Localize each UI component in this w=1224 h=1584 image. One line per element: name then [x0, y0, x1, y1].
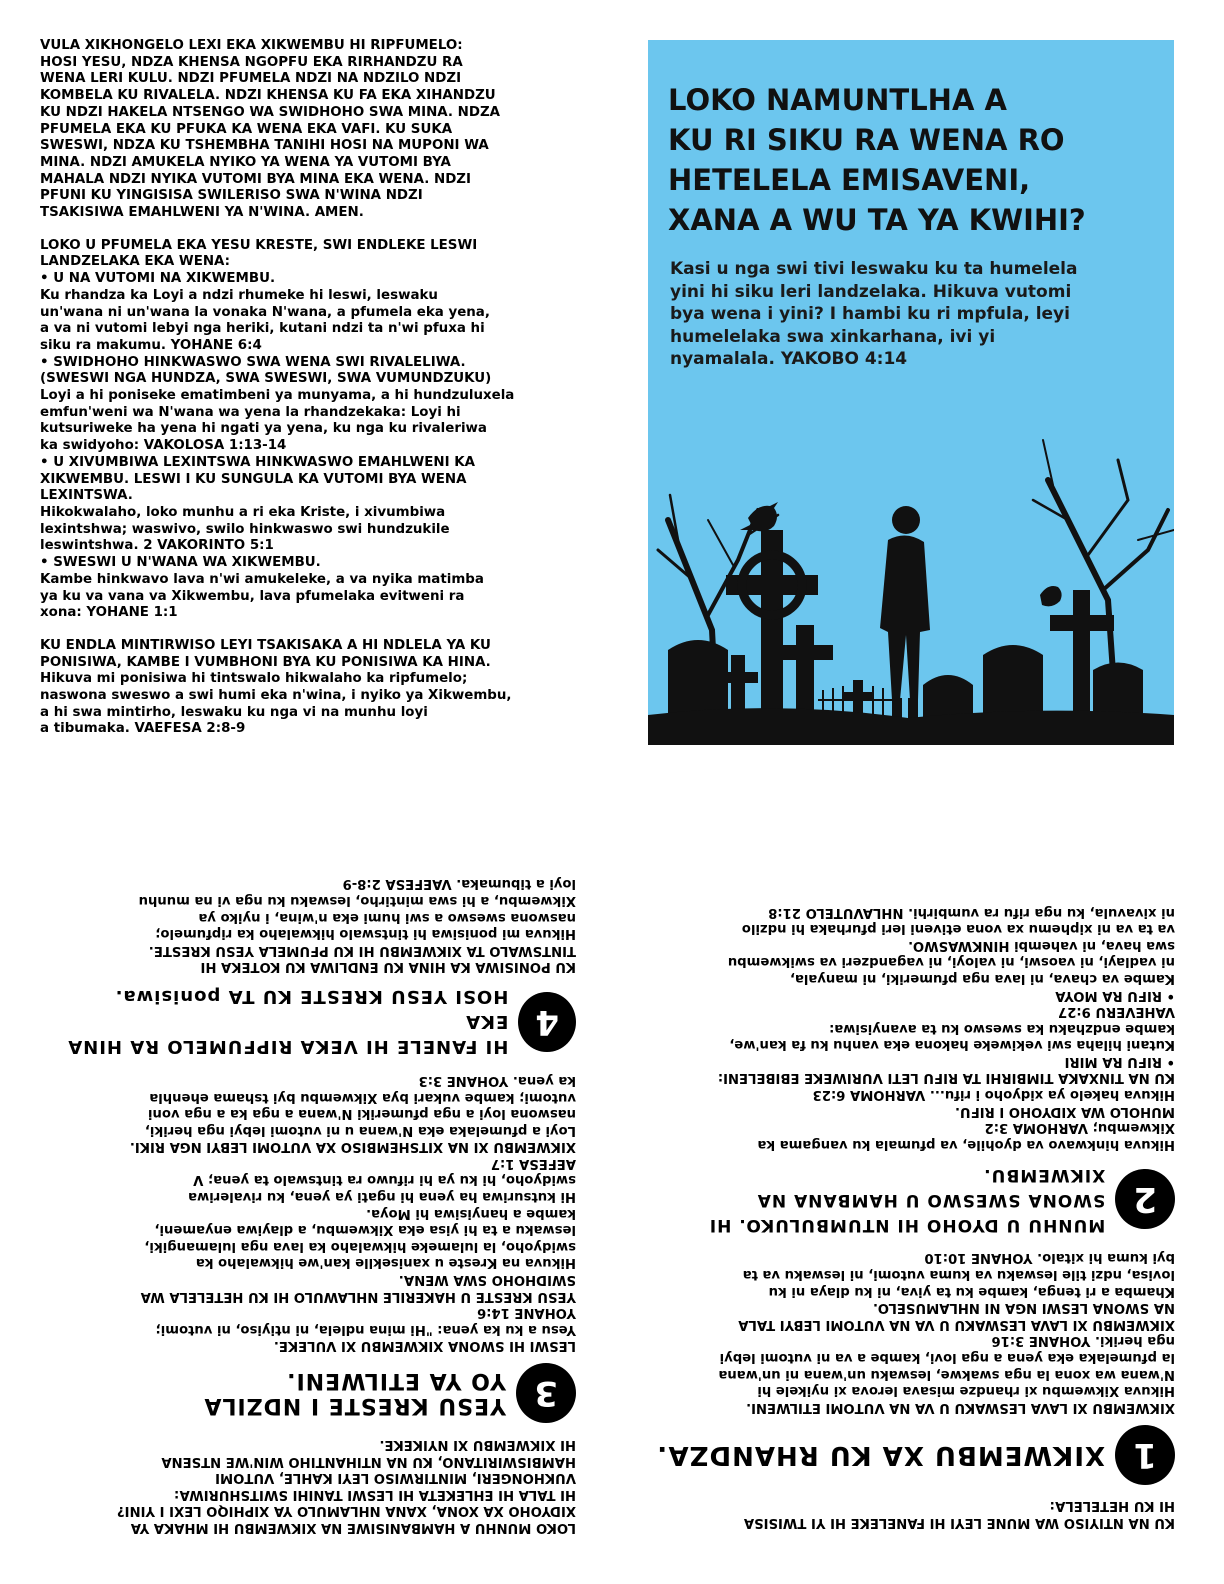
body-line: Hikuva Xikwembu xi rhandze misava lerova xi nyikele hi	[757, 1383, 1175, 1399]
body-line: Hikuva hinkwavo va dyohile, va pfumala ku vangama ka	[757, 1136, 1175, 1152]
body-line: kambe a hanyisiwa hi Moya.	[366, 1205, 576, 1221]
believe-line: lexintshwa; waswivo, swilo hinkwaswo swi hundzukile	[40, 521, 450, 537]
body-line: vutomi; kambe vukari bya Xikwembu byi tshama ehenhla	[149, 1089, 576, 1105]
body-line: Hikuva na Kreste u xaniseklle kan'we hikwalaho ka	[195, 1255, 576, 1271]
body-line: loyi a tibumaka. VAEFESA 2:8-9	[342, 876, 576, 892]
body-line: byi kuma hi xitalo. YOHANE 10:10	[924, 1250, 1175, 1266]
prayer-line: PFUMELA EKA KU PFUKA KA WENA EKA VAFI. KU SUKA	[40, 121, 453, 137]
body-line: lovisa, ndzi tile leswaku va kuma vutomi, ni leswaku va ta	[742, 1267, 1175, 1283]
believe-line: LANDZELAKA EKA WENA:	[40, 254, 231, 270]
body-line: ni xivavula, ku nga rifu ra vumbirhi. NHLAVUTELO 21:8	[768, 904, 1175, 920]
believe-line: LEXINTSWA.	[40, 488, 133, 504]
believe-line: xona: YOHANE 1:1	[40, 605, 178, 621]
body-line: Khamba a ri tenga, kambe ku ta yiva, ni ku dlaya ni ku	[768, 1283, 1175, 1299]
body-line: • RIFU RA MOYA	[1055, 987, 1175, 1003]
body-line: Yesu a ku ka yena: "Hi mina ndlela, ni ntiyiso, ni vutomi;	[155, 1321, 576, 1337]
body-line: N'wana wa xona la nga swakwe, leswaku un'wana ni un'wana	[718, 1366, 1175, 1382]
body-line: leswaku a ta hi yisa eka Xikwembu, a dlayiwa enyameni,	[154, 1222, 576, 1238]
section-4-body	[36, 875, 576, 975]
body-line: XIKWEMBU XI NA XITSHEMBISO XA VUTOMI LEBYI NGA RIKI.	[129, 1139, 576, 1155]
cover-body-line: Kasi u nga swi tivi leswaku ku ta humelela	[670, 259, 1078, 279]
prayer-block	[40, 38, 615, 222]
believe-line: siku ra makumu. YOHANE 6:4	[40, 337, 262, 353]
bottom-left-panel	[36, 820, 576, 1535]
body-line: XIKWEMBU XI LAVA LESWAKU U VA NA VUTOMI ETILWENI.	[746, 1399, 1175, 1415]
believe-line: Hikokwalaho, loko munhu a ri eka Kriste, i xivumbiwa	[40, 504, 446, 520]
grace-line: PONISIWA, KAMBE I VUMBHONI BYA KU PONISIWA KA HINA.	[40, 654, 491, 670]
grace-line: Hikuva mi ponisiwa hi tintswalo hikwalaho ka ripfumelo;	[40, 671, 468, 687]
prayer-line: HOSI YESU, NDZA KHENSA NGOPFU EKA RIRHANDZU RA	[40, 54, 463, 70]
body-line: Kutani hilaha swi vekiweke hakona eka vanhu ku fa kan'we,	[729, 1037, 1175, 1053]
body-line: ka yena. YOHANE 3:3	[418, 1072, 576, 1088]
section-2-title	[630, 1162, 1105, 1237]
section-2-heading	[630, 1162, 1175, 1237]
cover-title-line: HETELELA EMISAVENI,	[668, 163, 1031, 197]
section-1-body	[630, 1249, 1175, 1415]
intro-line: VUKHONGERI, MINTIRWISO LEYI KAHLE, VUTOMI	[215, 1470, 576, 1486]
body-line: naswona sweswo a swi humi eka n'wina, i nyiko ya	[198, 909, 576, 925]
believe-line: ya ku va vana va Xikwembu, lava pfumelaka evitweni ra	[40, 588, 465, 604]
prayer-line: VULA XIKHONGELO LEXI EKA XIKWEMBU HI RIPFUMELO:	[40, 38, 463, 53]
section-4-heading	[36, 984, 576, 1059]
prayer-line: MAHALA NDZI NYIKA VUTOMI BYA MINA EKA WENA. NDZI	[40, 171, 472, 187]
body-line: swidyoho, hi ku ya hi rifuwo ra tintswalo ta yena; V	[193, 1172, 576, 1188]
intro-block	[36, 1435, 576, 1535]
believe-line: • U NA VUTOMI NA XIKWEMBU.	[40, 271, 276, 287]
prayer-line: SWESWI, NDZA KU TSHEMBHA TANIHI HOSI NA MUPONI WA	[40, 138, 489, 154]
section-1-title: XIKWEMBU XA KU RHANDZA.	[656, 1440, 1105, 1471]
believe-line: ka swidyoho: VAKOLOSA 1:13-14	[40, 438, 287, 454]
bottom-right-panel	[630, 840, 1175, 1530]
body-line: Hikuva mi ponisiwa hi tintswalo hikwalaho ka ripfumelo;	[155, 926, 576, 942]
body-line: KU PONISIWA KA HINA KU ENDLIWA KU KOTEKA HI	[200, 959, 576, 975]
believe-line: leswintshwa. 2 VAKORINTO 5:1	[40, 538, 274, 554]
body-line: • RIFU RA MIRI	[1064, 1053, 1175, 1069]
believe-line: (SWESWI NGA HUNDZA, SWA SWESWI, SWA VUMUNDZUKU)	[40, 371, 492, 387]
heading-line: SWONA SWESWO U HAMBANA NA XIKWEMBU.	[756, 1164, 1106, 1210]
body-line: Xikwembu; VARHOMA 3:2	[984, 1120, 1175, 1136]
prayer-line: KOMBELA KU RIVALELA. NDZI KHENSA KU FA EKA XIHANDZU	[40, 88, 496, 104]
body-line: ni vadlayi, ni vaoswi, ni valoyi, ni vagandzeri va swikwembu	[727, 954, 1175, 970]
body-line: Loyi a pfumelaka eka N'wana u ni vutomi lebyi nga heriki,	[144, 1122, 576, 1138]
body-line: YOHANE 14:6	[477, 1305, 576, 1321]
heading-line: YO YA ETILWENI.	[286, 1368, 506, 1394]
section-number-badge: 4	[518, 992, 576, 1052]
cover-body-line: nyamalala. YAKOBO 4:14	[670, 349, 908, 370]
believe-line: LOKO U PFUMELA EKA YESU KRESTE, SWI ENDLEKE LESWI	[40, 237, 478, 253]
intro-line: HAMBISWIRITANO, KU NA NTIHANTIHO WIN'WE NTSENA	[161, 1453, 576, 1469]
body-line: Hi kutsuriwa ha yena hi ngati ya yena, ku rivaleriwa	[188, 1189, 576, 1205]
body-line: MUHOLO WA XIDYOHO I RIFU.	[954, 1103, 1175, 1119]
body-line: swa hava, ni vahembi HINKWASWO.	[908, 937, 1175, 953]
cover-title-line: XANA A WU TA YA KWIHI?	[668, 203, 1086, 237]
believe-line: • SWESWI U N'WANA WA XIKWEMBU.	[40, 555, 321, 571]
believe-block	[40, 238, 615, 622]
intro-line: HI TALA HI EHLEKETA HI LESWI TANIHI SWITSHURIWA:	[174, 1486, 576, 1502]
section-3-heading	[36, 1363, 576, 1423]
section-number-badge: 2	[1115, 1169, 1175, 1229]
body-line: LESWI HI SWONA XIKWEMBU XI VULEKE.	[273, 1338, 576, 1354]
intro-line: KU NA NTIYISO WA MUNE LEYI HI FANELEKE HI YI TWISISA	[743, 1515, 1175, 1530]
body-line: Kambe va chava, ni lava nga pfumeriki, ni manyala,	[789, 970, 1175, 986]
section-3-title	[203, 1368, 506, 1418]
cover-body-line: humelelaka swa xinkarhana, ivi yi	[670, 326, 996, 347]
body-line: Xikwembu, a hi swa mintirho, leswaku ku nga vi na munhu	[138, 892, 576, 908]
heading-line: YESU KRESTE I NDZILA	[203, 1393, 506, 1419]
cover-panel	[648, 40, 1174, 745]
grace-line: a tibumaka. VAEFESA 2:8-9	[40, 721, 246, 737]
intro-line: HI XIKWEMBU XI NYIKEKE.	[379, 1437, 576, 1453]
section-number-badge: 3	[516, 1363, 576, 1423]
body-line: YESU KRESTE U HAKERILE NHLAWULO HI KU HETELELA WA	[140, 1288, 576, 1304]
believe-line: XIKWEMBU. LESWI I KU SUNGULA KA VUTOMI BYA WENA	[40, 471, 467, 487]
believe-line: Kambe hinkwavo lava n'wi amukeleke, a va nyika matimba	[40, 571, 484, 587]
body-line: naswona loyi a nga pfumeriki N'wana a nga ka a nga voni	[148, 1106, 576, 1122]
body-line: NA SWONA LESWI NGA NI NHLAMUSELO.	[873, 1300, 1175, 1316]
body-line: kambe endzhaku ka sweswo ku ta avanyisiwa:	[829, 1020, 1175, 1036]
believe-line: kutsuriweke ha yena hi ngati ya yena, ku nga ku rivaleriwa	[40, 421, 487, 437]
cover-title	[668, 80, 1163, 240]
body-line: VAHEVERU 9:27	[1057, 1004, 1175, 1020]
prayer-line: WENA LERI KULU. NDZI PFUMELA NDZI NA NDZILO NDZI	[40, 71, 462, 87]
believe-line: un'wana ni un'wana la vonaka N'wana, a pfumela eka yena,	[40, 304, 490, 320]
believe-line: Ku rhandza ka Loyi a ndzi rhumeke hi leswi, leswaku	[40, 287, 438, 303]
grace-line: a hi swa mintirho, leswaku ku nga vi na munhu loyi	[40, 704, 428, 720]
body-line: KU NA TINXAKA TIMBIRHI TA RIFU LETI VURIWEKE EBIBELENI:	[717, 1070, 1175, 1086]
believe-line: • SWIDHOHO HINKWASWO SWA WENA SWI RIVALELIWA.	[40, 354, 466, 370]
prayer-line: TSAKISIWA EMAHLWENI YA N'WINA. AMEN.	[40, 205, 364, 221]
graveyard-silhouette	[648, 400, 1174, 745]
top-left-panel	[40, 38, 615, 754]
cover-body	[670, 258, 1165, 371]
cover-title-line: LOKO NAMUNTLHA A	[668, 83, 1007, 117]
prayer-line: PFUNI KU YINGISISA SWILERISO SWA N'WINA NDZI	[40, 188, 423, 204]
prayer-line: MINA. NDZI AMUKELA NYIKO YA WENA YA VUTOMI BYA	[40, 154, 451, 170]
believe-line: emfun'weni wa N'wana wa yena la rhandzekaka: Loyi hi	[40, 404, 461, 420]
body-line: va ta va ni xiphemu xa vona etiveni leri pfurhaka hi ndzilo	[741, 921, 1175, 937]
section-number-badge: 1	[1115, 1425, 1175, 1485]
grace-line: naswona sweswo a swi humi eka n'wina, i nyiko ya Xikwembu,	[40, 688, 512, 704]
intro-line: XIDYOHO XA XONA, XANA NHLAMULO YA XIPHIQO LEXI I YINI?	[116, 1503, 576, 1519]
intro-line: HI KU HETELELA:	[1049, 1498, 1175, 1514]
section-1-heading	[630, 1425, 1175, 1485]
body-line: la pfumelaka eka yena a nga lovi, kambe a va ni vutomi lebyi	[719, 1350, 1175, 1366]
section-2-body	[630, 903, 1175, 1152]
body-line: TINTSWALO TA XIKWEMBU HI KU PFUMELA YESU KRESTE.	[148, 942, 576, 958]
section-4-title	[36, 984, 508, 1059]
heading-line: MUNHU U DYOHO HI NTUMBULUKO. HI	[708, 1214, 1106, 1235]
grace-line: KU ENDLA MINTIRWISO LEYI TSAKISAKA A HI NDLELA YA KU	[40, 637, 491, 653]
believe-line: a va ni vutomi lebyi nga heriki, kutani ndzi ta n'wi pfuxa hi	[40, 321, 485, 337]
body-line: swidyoho, la lulameke hikwalaho ka lava nga lulamangiki,	[144, 1238, 576, 1254]
cover-title-line: KU RI SIKU RA WENA RO	[668, 123, 1065, 157]
body-line: SWIDHOHO SWA WENA.	[398, 1272, 576, 1288]
heading-line: HI FANELE HI VEKA RIPFUMELO RA HINA EKA	[67, 1011, 509, 1058]
body-line: Hikuva hakelo ya xidyoho i rifu... VARHOMA 6:23	[812, 1087, 1175, 1103]
heading-line: HOSI YESU KRESTE KU TA ponisiwa.	[114, 986, 509, 1008]
intro-block	[630, 1497, 1175, 1530]
body-line: nga heriki. YOHANE 3:16	[991, 1333, 1175, 1349]
section-3-body	[36, 1071, 576, 1353]
cover-body-line: bya wena i yini? I hambi ku ri mpfula, leyi	[670, 304, 1070, 325]
grace-block	[40, 638, 615, 738]
believe-line: • U XIVUMBIWA LEXINTSWA HINKWASWO EMAHLWENI KA	[40, 454, 475, 470]
body-line: XIKWEMBU XI LAVA LESWAKU U VA NA VUTOMI LEBYI TALA	[738, 1316, 1175, 1332]
believe-line: Loyi a hi poniseke ematimbeni ya munyama, a hi hundzuluxela	[40, 388, 515, 404]
body-line: AEFESA 1:7	[490, 1155, 576, 1171]
cover-body-line: yini hi siku leri landzelaka. Hikuva vutomi	[670, 281, 1072, 302]
prayer-line: KU NDZI HAKELA NTSENGO WA SWIDHOHO SWA MINA. NDZA	[40, 104, 501, 120]
intro-line: LOKO MUNHU A HAMBANISIWE NA XIKWEMBU HI MHAKA YA	[130, 1520, 576, 1535]
